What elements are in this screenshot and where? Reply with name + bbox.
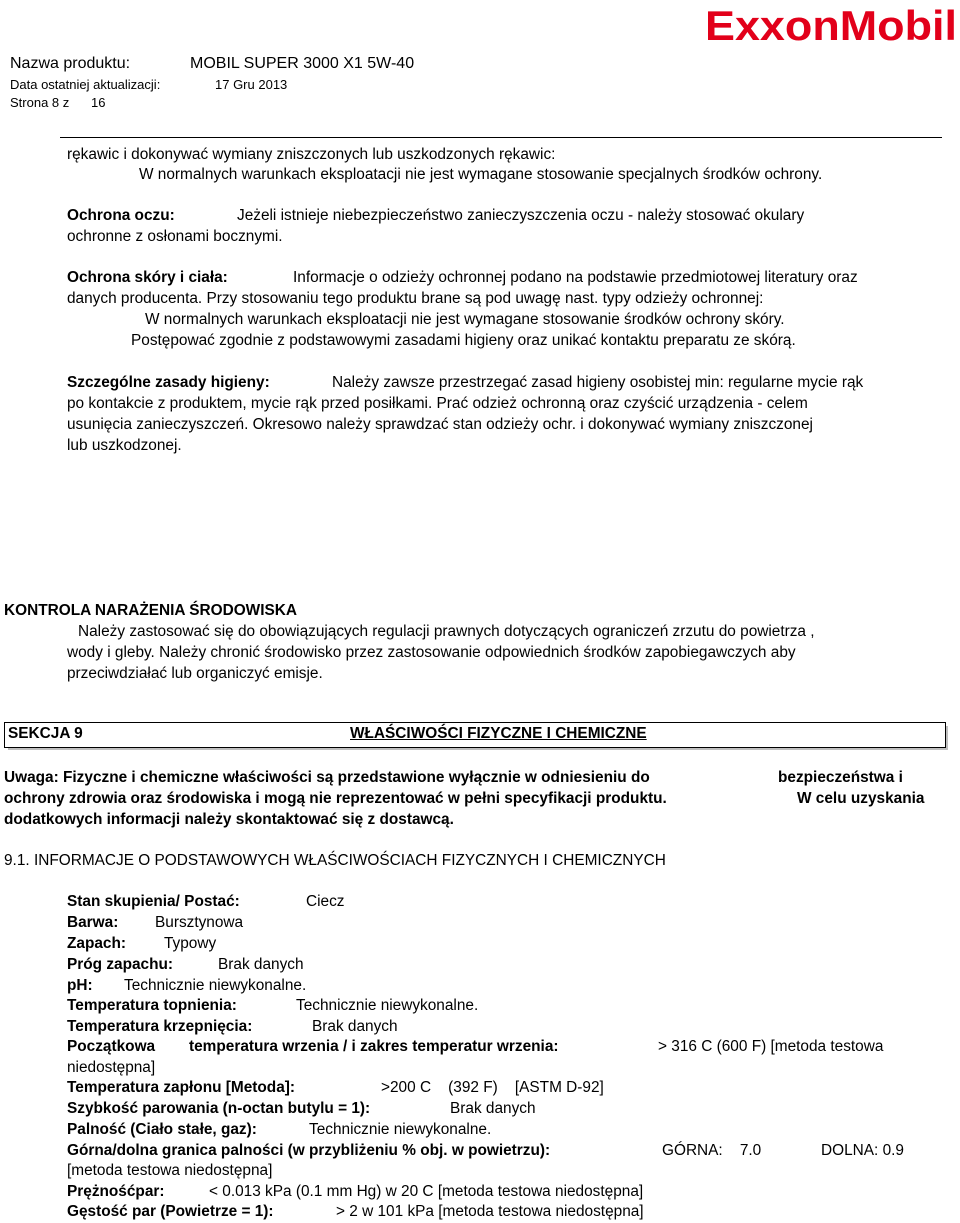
prop-explosive-limits-label: Górna/dolna granica palności (w przybliżeniu % obj. w powietrzu): — [67, 1142, 551, 1159]
note-text-3: dodatkowych informacji należy skontaktować się z dostawcą. — [4, 811, 454, 828]
env-text-3: przeciwdziałać lub organiczyć emisje. — [67, 665, 323, 682]
product-name-label: Nazwa produktu: — [10, 55, 131, 72]
prop-evaporation-label: Szybkość parowania (n-octan butylu = 1): — [67, 1100, 371, 1117]
hygiene-text-2: po kontakcie z produktem, mycie rąk przed posiłkami. Prać odzież ochronną oraz czyścić urządzenia - celem — [67, 395, 808, 412]
note-text-2a: ochrony zdrowia oraz środowiska i mogą nie reprezentować w pełni specyfikacji produktu. — [4, 790, 667, 807]
env-heading: KONTROLA NARAŻENIA ŚRODOWISKA — [4, 602, 297, 619]
prop-odor-value: Typowy — [164, 935, 217, 952]
eye-protection-text-2: ochronne z osłonami bocznymi. — [67, 228, 283, 245]
hygiene-text-1: Należy zawsze przestrzegać zasad higieny osobistej min: regularne mycie rąk — [332, 374, 864, 391]
prop-vapor-pressure-label: Prężnośćpar: — [67, 1183, 165, 1200]
eye-protection-text-1: Jeżeli istnieje niebezpieczeństwo zanieczyszczenia oczu - należy stosować okulary — [237, 207, 805, 224]
hygiene-label: Szczególne zasady higieny: — [67, 374, 270, 391]
section-title: WŁAŚCIWOŚCI FIZYCZNE I CHEMICZNE — [350, 725, 647, 742]
hygiene-text-4: lub uszkodzonej. — [67, 437, 182, 454]
note-text-2b: W celu uzyskania — [797, 790, 925, 807]
exxonmobil-logo — [705, 2, 960, 48]
prop-color-value: Bursztynowa — [155, 914, 244, 931]
prop-state-value: Ciecz — [306, 893, 345, 910]
skin-protection-text-2: danych producenta. Przy stosowaniu tego produktu brane są pod uwagę nast. typy odzieży ochronnej: — [67, 290, 764, 307]
prop-vapor-density-value: > 2 w 101 kPa [metoda testowa niedostępna] — [336, 1203, 644, 1220]
gloves-text-2: W normalnych warunkach eksploatacji nie jest wymagane stosowanie specjalnych środków ochrony. — [139, 166, 823, 183]
prop-explosive-lower: DOLNA: 0.9 — [821, 1142, 904, 1159]
hygiene-text-3: usunięcia zanieczyszczeń. Okresowo należy sprawdzać stan odzieży ochr. i dokonywać wymiany zniszczonej — [67, 416, 813, 433]
prop-freezing-value: Brak danych — [312, 1018, 398, 1035]
prop-vapor-density-label: Gęstość par (Powietrze = 1): — [67, 1203, 274, 1220]
prop-boiling-value-2: niedostępna] — [67, 1059, 156, 1076]
prop-flammability-label: Palność (Ciało stałe, gaz): — [67, 1121, 257, 1138]
prop-color-label: Barwa: — [67, 914, 119, 931]
prop-odor-label: Zapach: — [67, 935, 127, 952]
revision-date: 17 Gru 2013 — [215, 77, 288, 92]
prop-evaporation-value: Brak danych — [450, 1100, 536, 1117]
prop-flash-value: >200 C (392 F) [ASTM D-92] — [381, 1079, 604, 1096]
gloves-text-1: rękawic i dokonywać wymiany zniszczonych lub uszkodzonych rękawic: — [67, 146, 556, 163]
prop-odor-threshold-label: Próg zapachu: — [67, 956, 174, 973]
skin-protection-label: Ochrona skóry i ciała: — [67, 269, 228, 286]
skin-protection-text-1: Informacje o odzieży ochronnej podano na podstawie przedmiotowej literatury oraz — [293, 269, 858, 286]
product-name: MOBIL SUPER 3000 X1 5W-40 — [190, 55, 415, 72]
prop-flammability-value: Technicznie niewykonalne. — [309, 1121, 492, 1138]
prop-state-label: Stan skupienia/ Postać: — [67, 893, 240, 910]
note-text-1a: Uwaga: Fizyczne i chemiczne właściwości są przedstawione wyłącznie w odniesieniu do — [4, 769, 650, 786]
prop-ph-label: pH: — [67, 977, 93, 994]
prop-melting-value: Technicznie niewykonalne. — [296, 997, 479, 1014]
prop-boiling-label-2: temperatura wrzenia / i zakres temperatur wrzenia: — [189, 1038, 559, 1055]
prop-flash-label: Temperatura zapłonu [Metoda]: — [67, 1079, 296, 1096]
header-divider — [60, 137, 942, 138]
prop-boiling-label-1: Początkowa — [67, 1038, 156, 1055]
section-number: SEKCJA 9 — [8, 725, 83, 742]
prop-explosive-upper: GÓRNA: 7.0 — [662, 1142, 762, 1159]
page-total: 16 — [91, 95, 106, 110]
skin-protection-text-3: W normalnych warunkach eksploatacji nie jest wymagane stosowanie środków ochrony skóry. — [145, 311, 785, 328]
page-label: Strona 8 z — [10, 95, 70, 110]
prop-freezing-label: Temperatura krzepnięcia: — [67, 1018, 253, 1035]
prop-boiling-value: > 316 C (600 F) [metoda testowa — [658, 1038, 884, 1055]
eye-protection-label: Ochrona oczu: — [67, 207, 175, 224]
logo-text: ExxonMobil — [705, 2, 957, 48]
prop-ph-value: Technicznie niewykonalne. — [124, 977, 307, 994]
note-text-1b: bezpieczeństwa i — [778, 769, 903, 786]
skin-protection-text-4: Postępować zgodnie z podstawowymi zasadami higieny oraz unikać kontaktu preparatu ze skórą. — [131, 332, 796, 349]
env-text-1: Należy zastosować się do obowiązujących regulacji prawnych dotyczących ograniczeń zrzutu do powietrza , — [78, 623, 815, 640]
prop-vapor-pressure-value: < 0.013 kPa (0.1 mm Hg) w 20 C [metoda testowa niedostępna] — [209, 1183, 644, 1200]
revision-date-label: Data ostatniej aktualizacji: — [10, 77, 161, 92]
subsection-heading: 9.1. INFORMACJE O PODSTAWOWYCH WŁAŚCIWOŚCIACH FIZYCZNYCH I CHEMICZNYCH — [4, 852, 666, 869]
prop-melting-label: Temperatura topnienia: — [67, 997, 237, 1014]
env-text-2: wody i gleby. Należy chronić środowisko przez zastosowanie odpowiednich środków zapobiegawczych aby — [67, 644, 796, 661]
prop-odor-threshold-value: Brak danych — [218, 956, 304, 973]
prop-explosive-method: [metoda testowa niedostępna] — [67, 1162, 273, 1179]
